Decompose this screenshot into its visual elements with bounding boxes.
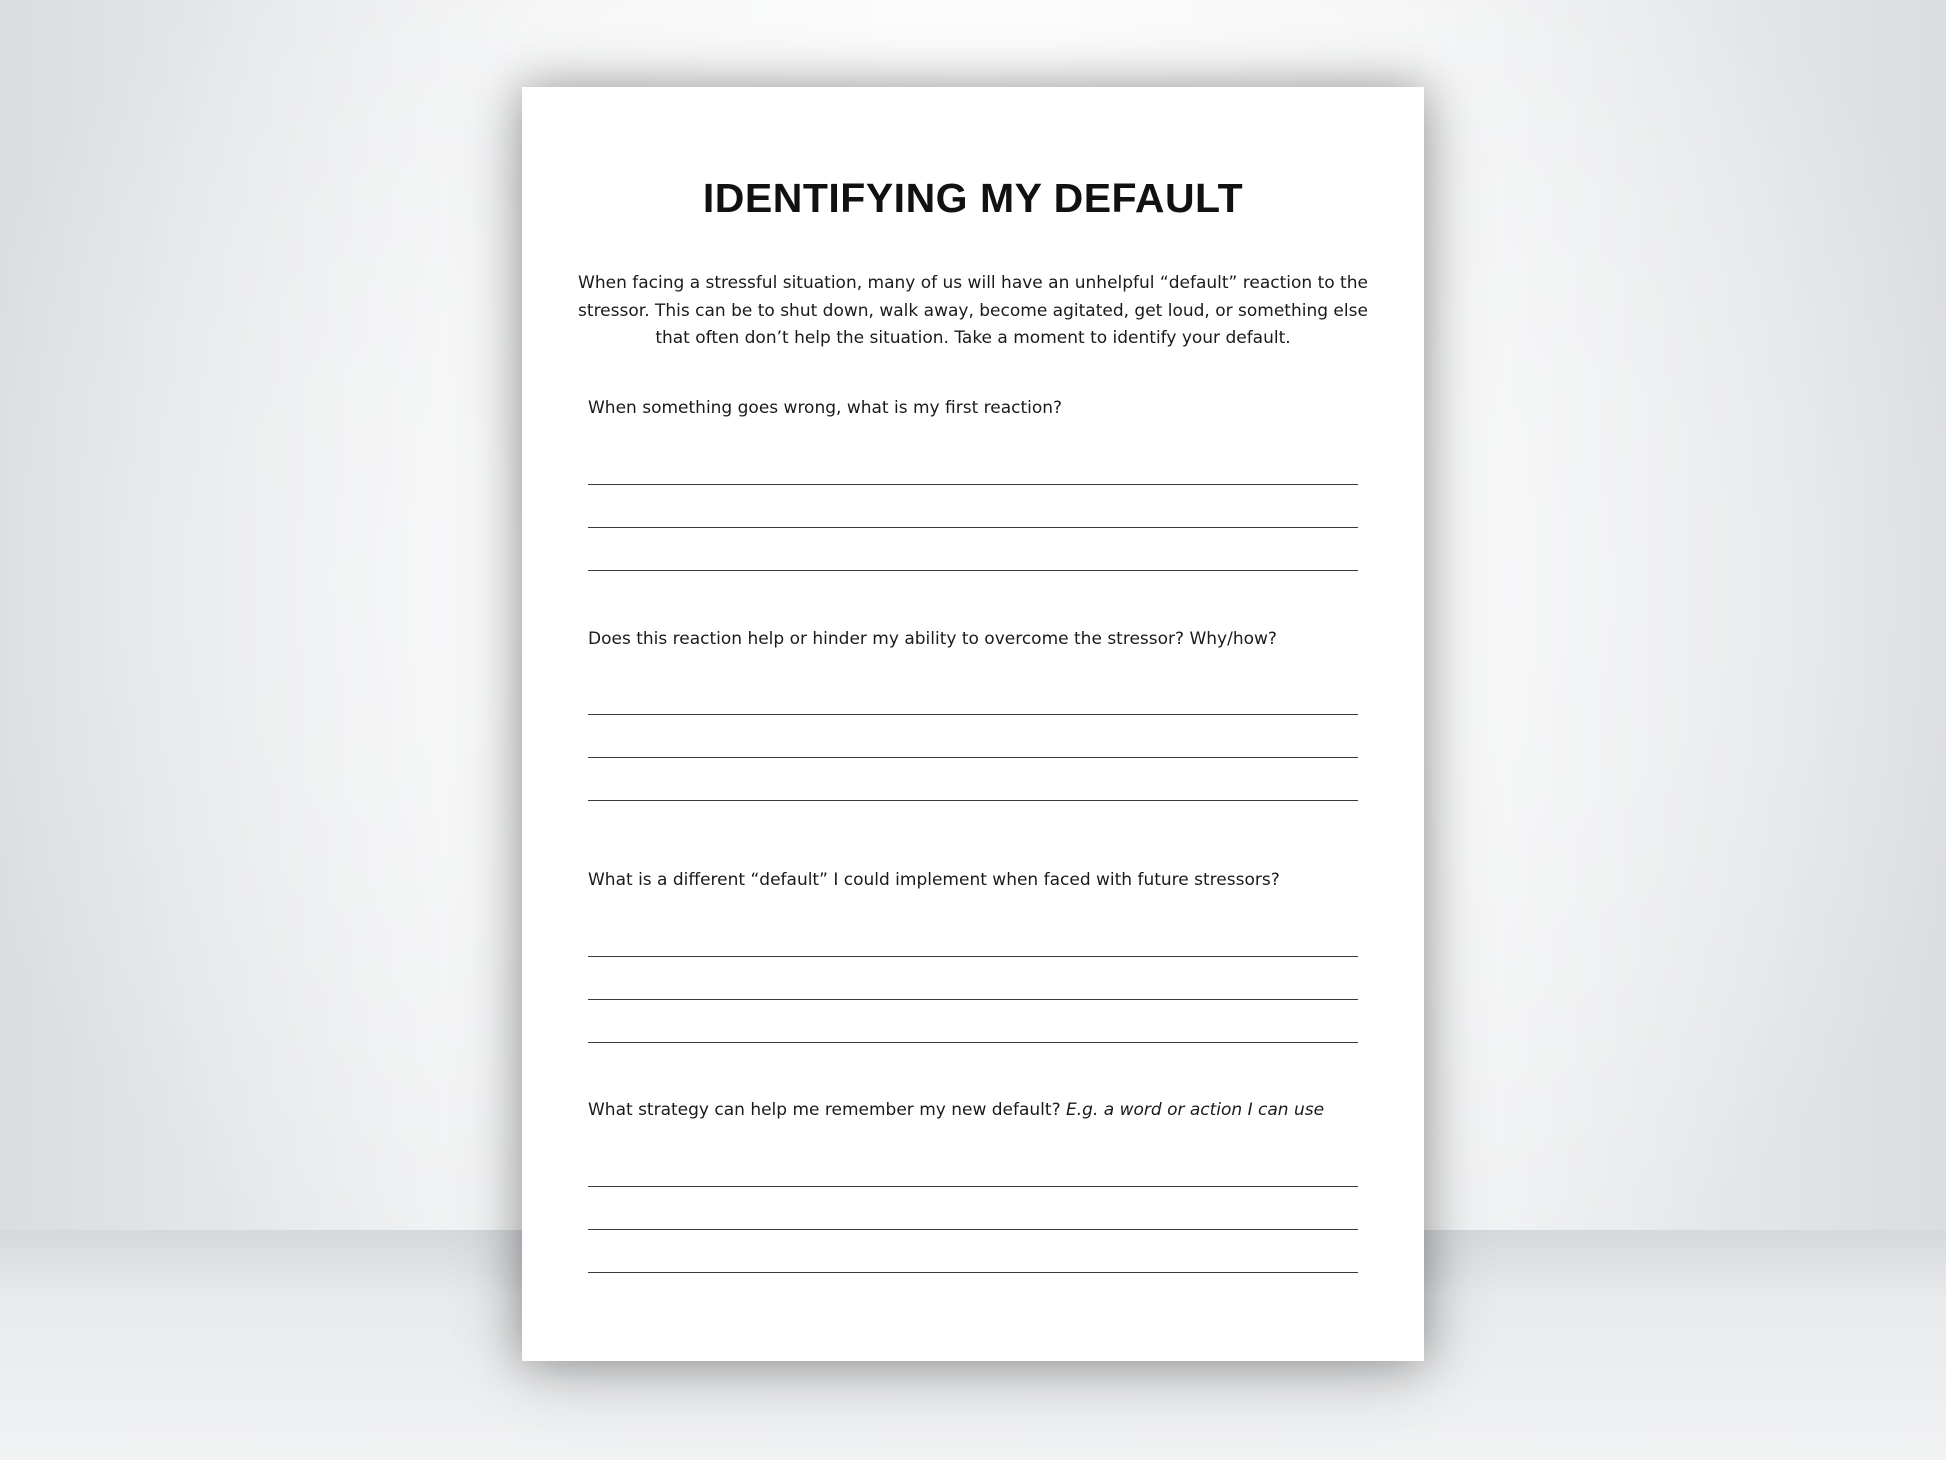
question-3-text: What is a different “default” I could implement when faced with future stressors? [588,870,1280,890]
answer-line-4-1[interactable] [588,1186,1358,1187]
worksheet-title: IDENTIFYING MY DEFAULT [702,175,1244,221]
answer-line-3-2[interactable] [588,999,1358,1000]
answer-line-4-2[interactable] [588,1229,1358,1230]
question-3 [588,869,1280,891]
worksheet-intro: When facing a stressful situation, many of us will have an unhelpful “default” reaction to the stressor. This can be to shut down, walk away, become agitated, get loud, or something else that often don’t help the situation. Take a moment to identify your default. [578,273,1368,348]
answer-line-1-1[interactable] [588,484,1358,485]
question-2-text: Does this reaction help or hinder my ability to overcome the stressor? Why/how? [588,629,1277,649]
question-2 [588,628,1277,650]
question-4 [588,1099,1324,1121]
answer-line-2-3[interactable] [588,800,1358,801]
answer-line-4-3[interactable] [588,1272,1358,1273]
answer-line-3-1[interactable] [588,956,1358,957]
question-4-hint: E.g. a word or action I can use [1066,1100,1325,1120]
worksheet-page [522,87,1424,1361]
question-1-text: When something goes wrong, what is my first reaction? [588,398,1063,418]
answer-line-1-3[interactable] [588,570,1358,571]
answer-line-2-2[interactable] [588,757,1358,758]
question-4-text: What strategy can help me remember my new default? [588,1100,1061,1120]
answer-line-2-1[interactable] [588,714,1358,715]
question-1 [588,397,1062,419]
answer-line-1-2[interactable] [588,527,1358,528]
answer-line-3-3[interactable] [588,1042,1358,1043]
